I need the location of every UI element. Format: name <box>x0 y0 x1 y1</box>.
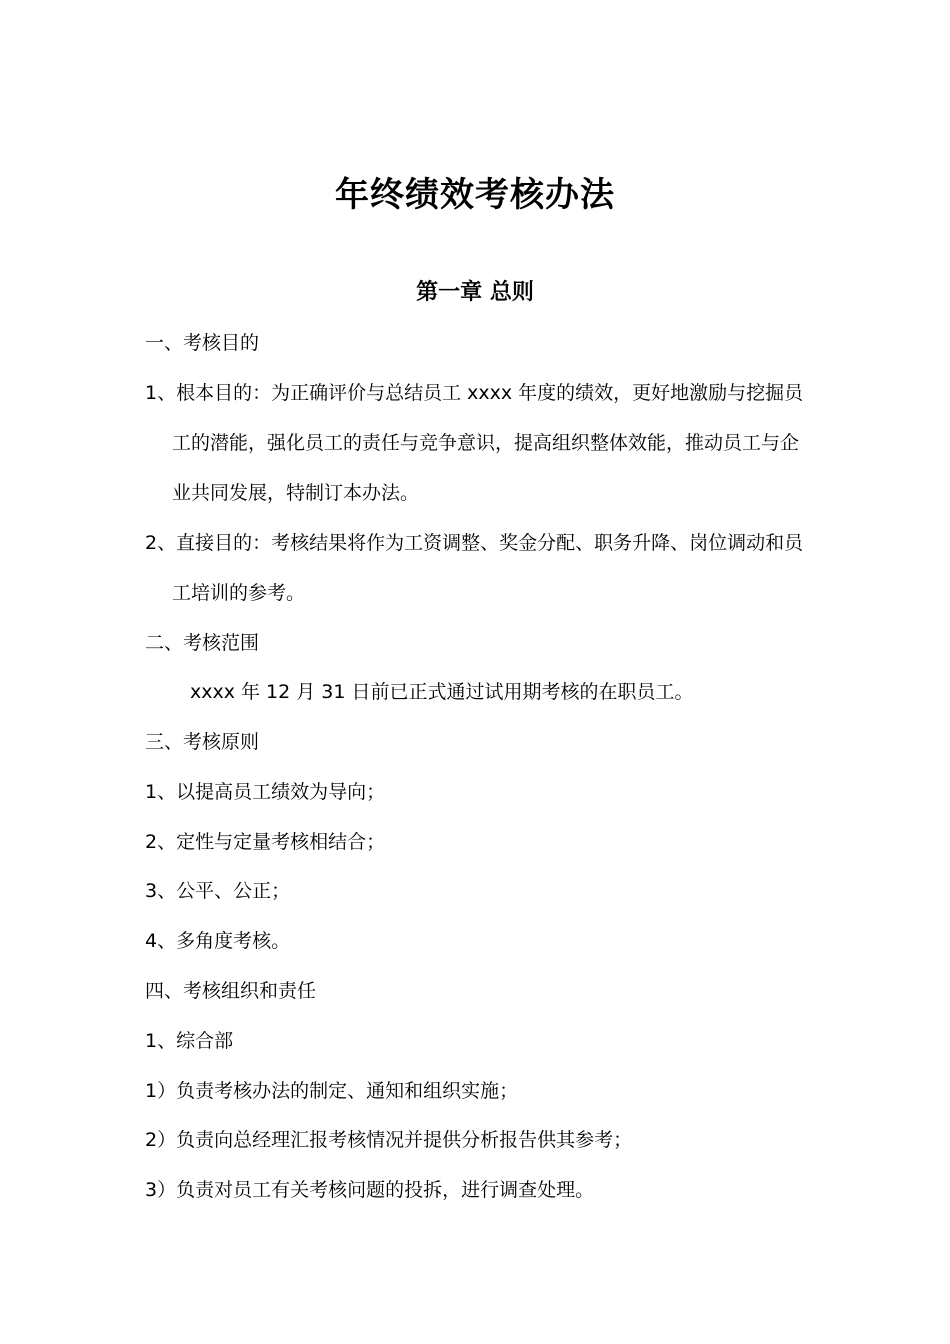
list-item: 3）负责对员工有关考核问题的投拆，进行调查处理。 <box>145 1179 595 1201</box>
chapter-heading: 第一章 总则 <box>416 280 534 305</box>
list-item: 1、以提高员工绩效为导向； <box>145 781 386 803</box>
paragraph-line: 工培训的参考。 <box>172 582 306 604</box>
paragraph-line: 工的潜能，强化员工的责任与竞争意识，提高组织整体效能，推动员工与企 <box>172 432 800 454</box>
document-title: 年终绩效考核办法 <box>335 175 615 215</box>
paragraph-line: xxxx 年 12 月 31 日前已正式通过试用期考核的在职员工。 <box>190 681 694 703</box>
list-item: 1）负责考核办法的制定、通知和组织实施； <box>145 1080 519 1102</box>
section-heading-principles: 三、考核原则 <box>145 731 260 753</box>
section-heading-purpose: 一、考核目的 <box>145 332 260 354</box>
list-item: 4、多角度考核。 <box>145 930 291 952</box>
paragraph-line: 1、根本目的：为正确评价与总结员工 xxxx 年度的绩效，更好地激励与挖掘员 <box>145 382 804 404</box>
section-heading-organization: 四、考核组织和责任 <box>145 980 317 1002</box>
paragraph-line: 业共同发展，特制订本办法。 <box>172 482 420 504</box>
list-item: 2）负责向总经理汇报考核情况并提供分析报告供其参考； <box>145 1129 633 1151</box>
list-item: 2、定性与定量考核相结合； <box>145 831 386 853</box>
section-heading-scope: 二、考核范围 <box>145 632 260 654</box>
sub-heading: 1、综合部 <box>145 1030 234 1052</box>
list-item: 3、公平、公正； <box>145 880 291 902</box>
paragraph-line: 2、直接目的：考核结果将作为工资调整、奖金分配、职务升降、岗位调动和员 <box>145 532 804 554</box>
